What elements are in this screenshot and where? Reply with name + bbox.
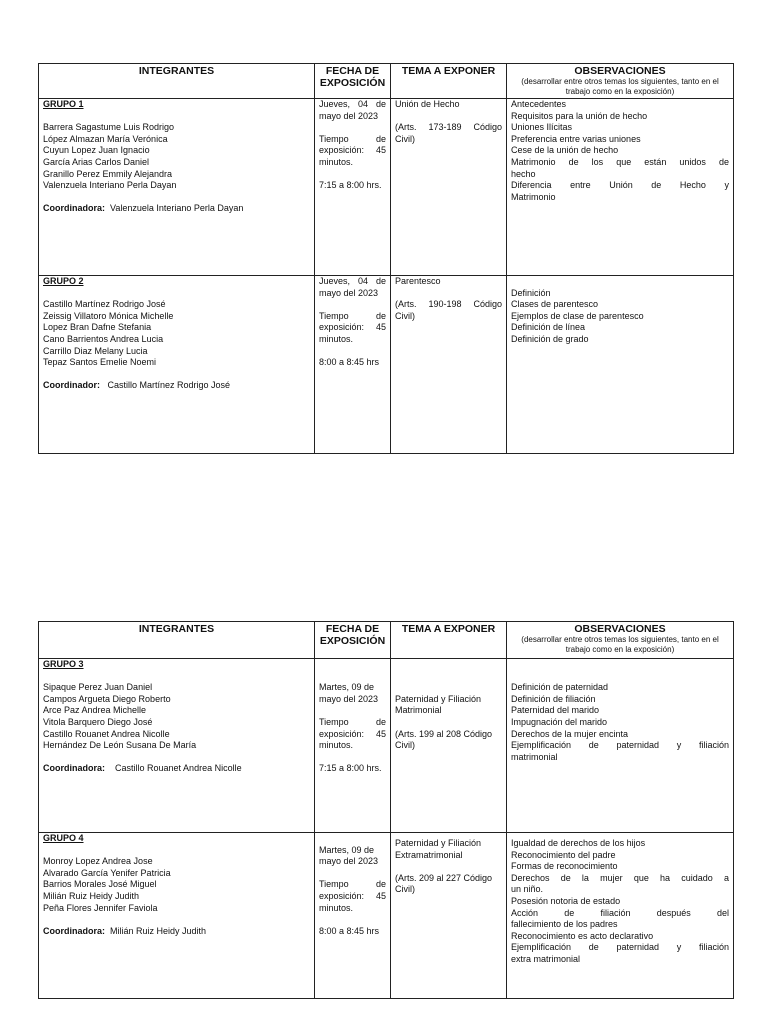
group-name: GRUPO 1 xyxy=(43,99,84,109)
fecha-line: Jueves, 04 de xyxy=(319,276,386,286)
observaciones-cell xyxy=(507,276,734,454)
obs-item: Igualdad de derechos de los hijos xyxy=(511,838,646,848)
integrantes-cell xyxy=(39,99,315,276)
member: López Almazan María Verónica xyxy=(43,133,168,144)
coordinator-name: Valenzuela Interiano Perla Dayan xyxy=(110,203,244,214)
member: Peña Flores Jennifer Faviola xyxy=(43,902,158,913)
obs-item: matrimonial xyxy=(511,751,558,762)
obs-item: Preferencia entre varias uniones xyxy=(511,133,641,144)
member: Milián Ruiz Heidy Judith xyxy=(43,890,140,901)
hora: 8:00 a 8:45 hrs xyxy=(319,357,380,368)
arts-line: Civil) xyxy=(395,884,415,895)
coordinator xyxy=(43,763,310,775)
obs-item: Reconocimiento del padre xyxy=(511,849,616,860)
header-row xyxy=(39,622,734,659)
member: Arce Paz Andrea Michelle xyxy=(43,705,147,716)
group-row xyxy=(39,659,734,833)
tiempo-line: exposición: 45 xyxy=(319,890,386,901)
header-fecha: FECHA DE EXPOSICIÓN xyxy=(315,64,391,99)
tema-cell xyxy=(391,99,507,276)
obs-item: Derechos de la mujer que ha cuidado a xyxy=(511,872,729,883)
observaciones-title: OBSERVACIONES xyxy=(574,623,666,635)
obs-item: Derechos de la mujer encinta xyxy=(511,728,629,739)
fecha-cell xyxy=(315,659,391,833)
obs-item: hecho xyxy=(511,168,536,179)
obs-item: Diferencia entre Unión de Hecho y xyxy=(511,180,729,191)
arts-line: (Arts. 190-198 Código xyxy=(395,299,502,310)
obs-item: Matrimonio de los que están unidos de xyxy=(511,156,729,167)
fecha-cell xyxy=(315,833,391,999)
tema: Paternidad y Filiación Extramatrimonial xyxy=(395,838,482,860)
member: Vitola Barquero Diego José xyxy=(43,716,153,727)
coordinator-label: Coordinadora: xyxy=(43,925,105,936)
member: Valenzuela Interiano Perla Dayan xyxy=(43,180,177,191)
group-name: GRUPO 2 xyxy=(43,276,84,286)
integrantes-cell xyxy=(39,659,315,833)
header-integrantes: INTEGRANTES xyxy=(39,622,315,659)
member: Monroy Lopez Andrea Jose xyxy=(43,856,153,867)
coordinator xyxy=(43,926,310,938)
fecha-line: Martes, 09 de xyxy=(319,844,375,855)
tema-cell xyxy=(391,833,507,999)
obs-item: Definición de paternidad xyxy=(511,682,609,693)
coordinator-label: Coordinadora: xyxy=(43,763,105,774)
tiempo-line: Tiempo de xyxy=(319,879,386,890)
fecha-line: mayo del 2023 xyxy=(319,110,379,121)
observaciones-cell xyxy=(507,99,734,276)
hora: 8:00 a 8:45 hrs xyxy=(319,925,380,936)
member: Barrera Sagastume Luis Rodrigo xyxy=(43,122,175,133)
arts-line: Civil) xyxy=(395,310,415,321)
integrantes-cell xyxy=(39,833,315,999)
fecha-cell xyxy=(315,276,391,454)
header-observaciones xyxy=(507,64,734,99)
tiempo-line: Tiempo de xyxy=(319,310,386,321)
group-name: GRUPO 4 xyxy=(43,833,84,843)
tema-cell xyxy=(391,659,507,833)
fecha-line: mayo del 2023 xyxy=(319,287,379,298)
hora: 7:15 a 8:00 hrs. xyxy=(319,763,382,774)
arts-line: Civil) xyxy=(395,740,415,751)
coordinator-label: Coordinador: xyxy=(43,380,100,391)
tema: Paternidad y Filiación Matrimonial xyxy=(395,693,482,716)
obs-item: Posesión notoria de estado xyxy=(511,895,621,906)
member: Hernández De León Susana De María xyxy=(43,740,197,751)
obs-item: Requisitos para la unión de hecho xyxy=(511,110,648,121)
coordinator-name: Castillo Martínez Rodrigo José xyxy=(107,380,231,391)
member: Carrillo Diaz Melany Lucia xyxy=(43,345,148,356)
arts-line: (Arts. 199 al 208 Código xyxy=(395,728,493,739)
obs-item: Uniones Ilícitas xyxy=(511,122,573,133)
coordinator-label: Coordinadora: xyxy=(43,203,105,214)
observaciones-cell xyxy=(507,833,734,999)
obs-item: Ejemplificación de paternidad y filiación xyxy=(511,942,729,953)
header-integrantes: INTEGRANTES xyxy=(39,64,315,99)
tema: Parentesco xyxy=(395,276,441,286)
member: Campos Argueta Diego Roberto xyxy=(43,693,171,704)
observaciones-subtitle: (desarrollar entre otros temas los siguientes, tanto en el trabajo como en la exposición) xyxy=(521,635,719,654)
tiempo-line: minutos. xyxy=(319,156,354,167)
tiempo-line: Tiempo de xyxy=(319,133,386,144)
obs-item: Cese de la unión de hecho xyxy=(511,145,619,156)
tiempo-line: minutos. xyxy=(319,902,354,913)
obs-item: Matrimonio xyxy=(511,191,556,202)
member: Granillo Perez Emmily Alejandra xyxy=(43,168,173,179)
observaciones-title: OBSERVACIONES xyxy=(574,65,666,77)
header-row xyxy=(39,64,734,99)
group-row xyxy=(39,276,734,454)
member: Tepaz Santos Emelie Noemi xyxy=(43,357,157,368)
obs-item: Clases de parentesco xyxy=(511,299,599,310)
tema: Unión de Hecho xyxy=(395,99,460,109)
member: Alvarado García Yenifer Patricia xyxy=(43,867,171,878)
member: Sipaque Perez Juan Daniel xyxy=(43,682,153,693)
obs-item: Formas de reconocimiento xyxy=(511,861,618,872)
observaciones-subtitle: (desarrollar entre otros temas los siguientes, tanto en el trabajo como en la exposición) xyxy=(521,77,719,96)
obs-item: Antecedentes xyxy=(511,99,567,109)
group-name: GRUPO 3 xyxy=(43,659,84,669)
obs-item: extra matrimonial xyxy=(511,953,581,964)
tiempo-line: exposición: 45 xyxy=(319,145,386,156)
member: Cano Barrientos Andrea Lucia xyxy=(43,333,164,344)
fecha-cell xyxy=(315,99,391,276)
tema-cell xyxy=(391,276,507,454)
arts-line: (Arts. 209 al 227 Código xyxy=(395,872,493,883)
coordinator-name: Castillo Rouanet Andrea Nicolle xyxy=(115,763,242,774)
coordinator-name: Milián Ruiz Heidy Judith xyxy=(110,925,207,936)
obs-item: Definición de línea xyxy=(511,322,586,333)
obs-item: fallecimiento de los padres xyxy=(511,919,618,930)
member: Cuyun Lopez Juan Ignacio xyxy=(43,145,150,156)
integrantes-cell xyxy=(39,276,315,454)
obs-item: Acción de filiación después del xyxy=(511,907,729,918)
obs-item: Definición de grado xyxy=(511,333,589,344)
obs-item: Definición de filiación xyxy=(511,693,596,704)
fecha-line: Jueves, 04 de xyxy=(319,99,386,109)
member: Castillo Rouanet Andrea Nicolle xyxy=(43,728,170,739)
obs-item: Ejemplos de clase de parentesco xyxy=(511,310,644,321)
header-observaciones xyxy=(507,622,734,659)
arts-line: (Arts. 173-189 Código xyxy=(395,122,502,133)
header-fecha: FECHA DE EXPOSICIÓN xyxy=(315,622,391,659)
member: Lopez Bran Dafne Stefania xyxy=(43,322,152,333)
member: García Arias Carlos Daniel xyxy=(43,156,150,167)
arts-line: Civil) xyxy=(395,133,415,144)
member: Barrios Morales José Miguel xyxy=(43,879,157,890)
member: Castillo Martínez Rodrigo José xyxy=(43,299,166,310)
group-row xyxy=(39,833,734,999)
observaciones-cell xyxy=(507,659,734,833)
hora: 7:15 a 8:00 hrs. xyxy=(319,180,382,191)
coordinator xyxy=(43,380,310,392)
member: Zeissig Villatoro Mónica Michelle xyxy=(43,310,174,321)
obs-item: Impugnación del marido xyxy=(511,716,608,727)
tiempo-line: exposición: 45 xyxy=(319,322,386,333)
obs-item: Reconocimiento es acto declarativo xyxy=(511,930,654,941)
group-row xyxy=(39,99,734,276)
tiempo-line: minutos. xyxy=(319,740,354,751)
obs-item: Paternidad del marido xyxy=(511,705,600,716)
tiempo-line: minutos. xyxy=(319,333,354,344)
obs-item: Ejemplificación de paternidad y filiación xyxy=(511,740,729,751)
obs-item: Definición xyxy=(511,287,551,298)
tiempo-line: Tiempo de xyxy=(319,716,386,727)
schedule-table-1 xyxy=(38,63,734,454)
coordinator xyxy=(43,203,310,215)
obs-item: un niño. xyxy=(511,884,544,895)
fecha-line: Martes, 09 de xyxy=(319,682,375,693)
tiempo-line: exposición: 45 xyxy=(319,728,386,739)
schedule-table-2 xyxy=(38,621,734,999)
fecha-line: mayo del 2023 xyxy=(319,856,379,867)
header-tema: TEMA A EXPONER xyxy=(391,622,507,659)
header-tema: TEMA A EXPONER xyxy=(391,64,507,99)
fecha-line: mayo del 2023 xyxy=(319,693,379,704)
